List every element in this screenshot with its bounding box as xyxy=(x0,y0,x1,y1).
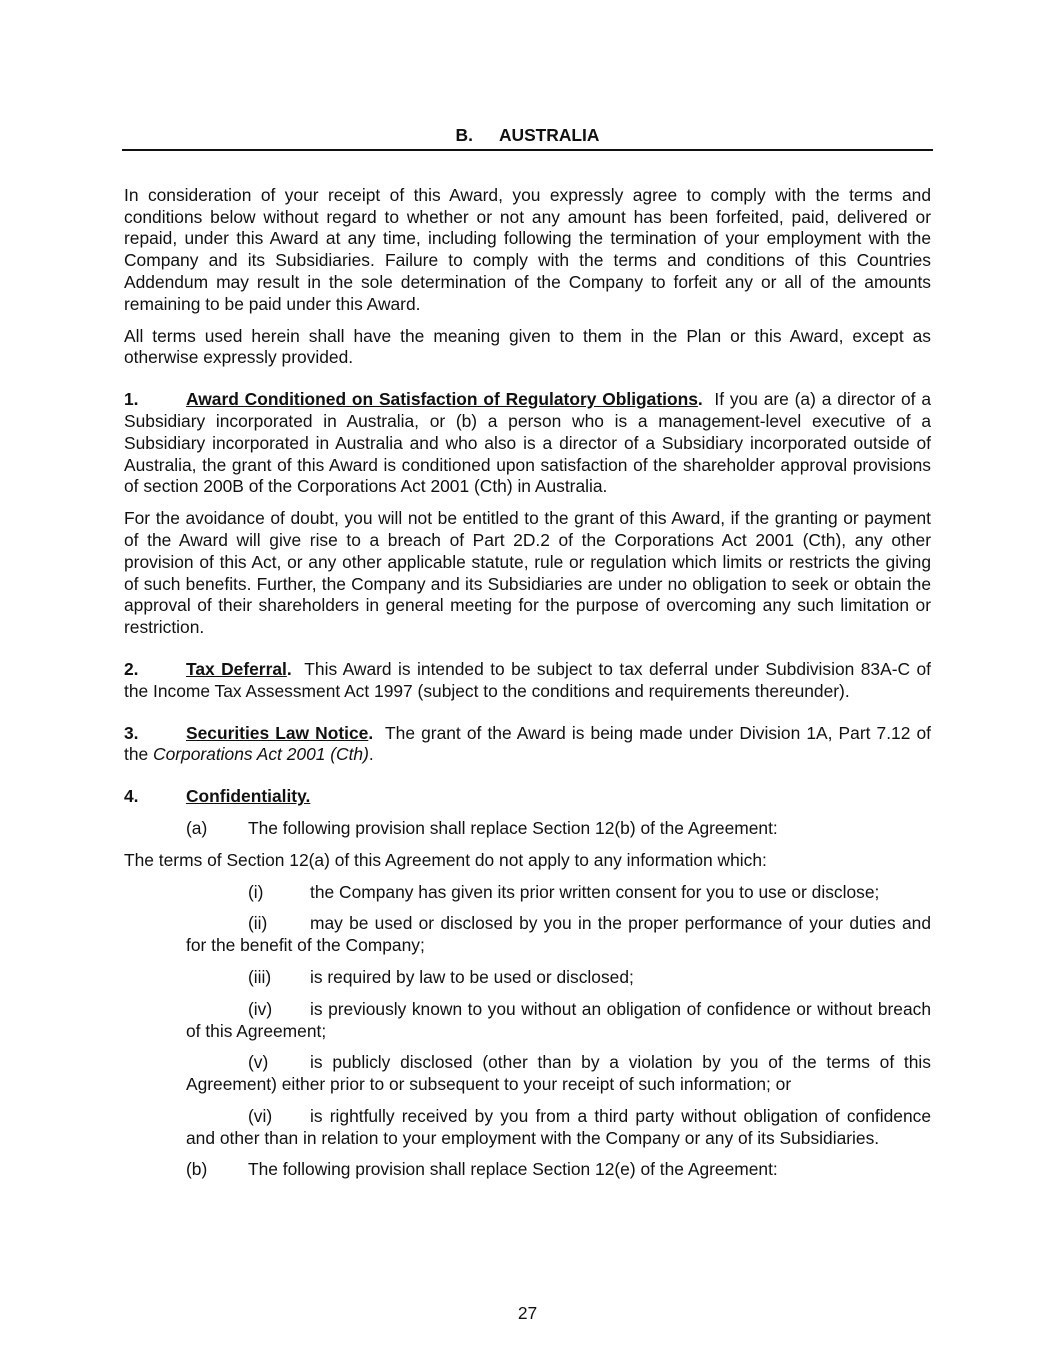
clause-3: 3. Securities Law Notice. The grant of the Award is being made under Division 1A, Part 7.12 of the Corporations Act 2001 (Cth). xyxy=(124,722,931,765)
list-item-text: is publicly disclosed (other than by a violation by you of the terms of this Agreement) either prior to or subsequent to your receipt of such information; or xyxy=(186,1052,931,1095)
list-item-label: (iv) xyxy=(248,998,273,1019)
clause-4-number: 4. xyxy=(124,786,139,807)
intro-paragraph-2: All terms used herein shall have the meaning given to them in the Plan or this Award, except as otherwise expressly provided. xyxy=(124,325,931,368)
clause-2: 2. Tax Deferral. This Award is intended to be subject to tax deferral under Subdivision 83A-C of the Income Tax Assessment Act 1997 (subject to the conditions and requirements thereunder). xyxy=(124,658,931,701)
list-item-text: the Company has given its prior written consent for you to use or disclose; xyxy=(310,881,880,902)
clause-1-number: 1. xyxy=(124,389,139,410)
clause-1-heading: Award Conditioned on Satisfaction of Regulatory Obligations xyxy=(186,389,698,410)
list-item-text: is rightfully received by you from a third party without obligation of confidence and other than in relation to your employment with the Company or any of its Subsidiaries. xyxy=(186,1105,931,1148)
list-item-label: (vi) xyxy=(248,1105,273,1126)
clause-1: 1. Award Conditioned on Satisfaction of Regulatory Obligations. If you are (a) a director of a Subsidiary incorporated in Australia, or (b) a person who is a management-level executive of a Subsidiary incorporated in Australia and who also is a director of a Subsidiary incorporated outside of Australia, the grant of this Award is conditioned upon satisfaction of the shareholder approval provisions of section 200B of the Corporations Act 2001 (Cth) in Australia. xyxy=(124,389,931,497)
clause-4-a xyxy=(124,818,931,840)
clause-3-heading: Securities Law Notice xyxy=(186,722,369,743)
page-number: 27 xyxy=(517,1303,538,1323)
clause-3-number: 3. xyxy=(124,722,139,743)
clause-4-a-label: (a) xyxy=(186,817,208,838)
list-item-label: (v) xyxy=(248,1052,269,1073)
section-letter: B. xyxy=(455,125,473,145)
list-item xyxy=(124,967,931,989)
section-country: AUSTRALIA xyxy=(498,125,600,145)
clause-3-end: . xyxy=(368,744,374,765)
clause-4-a-text: The following provision shall replace Section 12(b) of the Agreement: xyxy=(248,817,778,838)
list-item-label: (i) xyxy=(248,881,264,902)
clause-4-b-text: The following provision shall replace Section 12(e) of the Agreement: xyxy=(248,1159,778,1180)
list-item-text: may be used or disclosed by you in the proper performance of your duties and for the benefit of the Company; xyxy=(186,913,931,956)
list-item-label: (ii) xyxy=(248,913,268,934)
clause-2-number: 2. xyxy=(124,658,139,679)
list-item-text: is required by law to be used or disclosed; xyxy=(310,966,634,987)
clause-4-b xyxy=(124,1159,931,1181)
clause-4-lead: The terms of Section 12(a) of this Agreement do not apply to any information which: xyxy=(124,849,767,870)
section-title xyxy=(122,125,933,151)
list-item xyxy=(124,882,931,904)
clause-3-body: The grant of the Award is being made under Division 1A, Part 7.12 of the xyxy=(124,722,931,765)
list-item xyxy=(124,999,931,1043)
clause-2-body: This Award is intended to be subject to tax deferral under Subdivision 83A-C of the Income Tax Assessment Act 1997 (subject to the conditions and requirements thereunder). xyxy=(124,658,931,701)
list-item xyxy=(124,913,931,957)
list-item-label: (iii) xyxy=(248,966,272,987)
clause-4-b-label: (b) xyxy=(186,1159,208,1180)
clause-3-act-name: Corporations Act 2001 (Cth) xyxy=(153,744,369,765)
list-item xyxy=(124,1052,931,1096)
list-item xyxy=(124,1106,931,1150)
clause-1-body: If you are (a) a director of a Subsidiary incorporated in Australia, or (b) a person who is a management-level executive of a Subsidiary incorporated in Australia and who also is a director of a Subsidiary incorporated outside of Australia, the grant of this Award is conditioned upon satisfaction of the shareholder approval provisions of section 200B of the Corporations Act 2001 (Cth) in Australia. xyxy=(124,389,931,497)
clause-4 xyxy=(124,786,931,808)
clause-1-paragraph-2: For the avoidance of doubt, you will not be entitled to the grant of this Award, if the granting or payment of the Award will give rise to a breach of Part 2D.2 of the Corporations Act 2001 (Cth), any other provision of this Act, or any other applicable statute, rule or regulation which limits or restricts the giving of such benefits. Further, the Company and its Subsidiaries are under no obligation to seek or obtain the approval of their shareholders in general meeting for the purpose of overcoming any such limitation or restriction. xyxy=(124,508,931,638)
clause-2-heading: Tax Deferral xyxy=(186,658,287,679)
intro-paragraph-1: In consideration of your receipt of this Award, you expressly agree to comply with the terms and conditions below without regard to whether or not any amount has been forfeited, paid, delivered or repaid, under this Award at any time, including following the termination of your employment with the Company and its Subsidiaries. Failure to comply with the terms and conditions of this Countries Addendum may result in the sole determination of the Company to forfeit any or all of the amounts remaining to be paid under this Award. xyxy=(124,184,931,314)
clause-4-heading: Confidentiality. xyxy=(186,786,311,807)
list-item-text: is previously known to you without an obligation of confidence or without breach of this Agreement; xyxy=(186,998,931,1041)
page-content xyxy=(124,125,931,1181)
